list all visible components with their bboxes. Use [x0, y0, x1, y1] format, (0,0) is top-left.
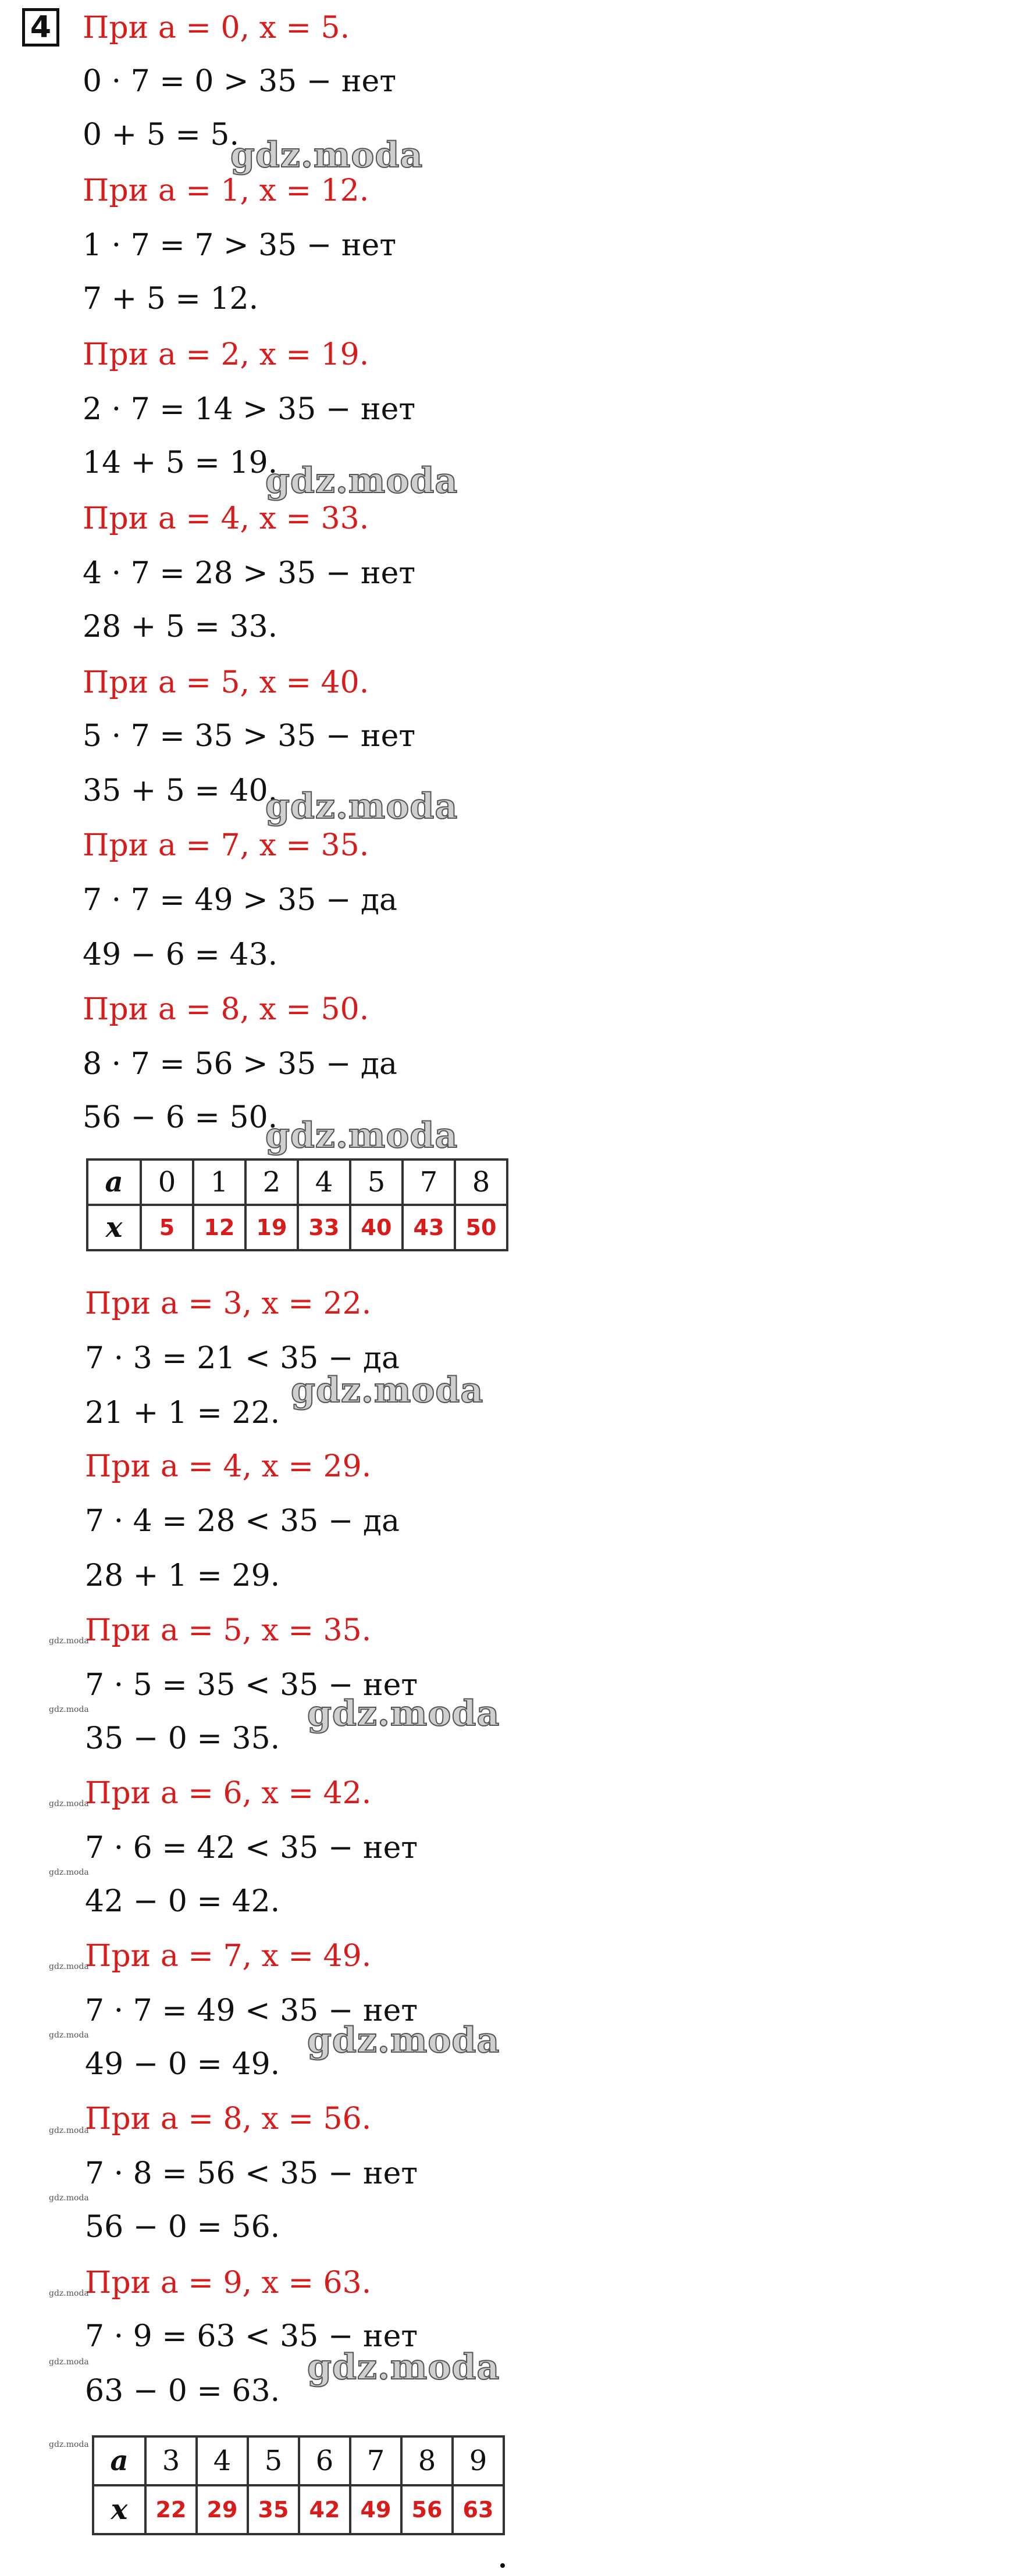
part2-line-3: 21 + 1 = 22. [85, 1396, 280, 1430]
table-cell-x: 22 [145, 2485, 197, 2534]
small-watermark: gdz.moda [49, 2357, 89, 2367]
table-cell-x: 40 [350, 1205, 403, 1250]
table-head-a: a [87, 1159, 141, 1205]
table-cell-a: 4 [197, 2436, 248, 2485]
part2-line-12: 42 − 0 = 42. [85, 1884, 280, 1919]
part2-line-11: 7 · 6 = 42 < 35 − нет [85, 1831, 418, 1865]
values-table-2 [92, 2435, 505, 2535]
part1-line-20: 8 · 7 = 56 > 35 − да [83, 1047, 397, 1082]
part1-line-5: 1 · 7 = 7 > 35 − нет [83, 228, 397, 263]
watermark: gdz.moda [265, 1115, 458, 1156]
watermark: gdz.moda [265, 786, 458, 827]
part1-line-7: При a = 2, x = 19. [83, 337, 369, 372]
table-cell-a: 2 [245, 1159, 298, 1205]
small-watermark: gdz.moda [49, 1705, 89, 1714]
table-row-x [87, 1205, 507, 1250]
part2-line-1: При a = 3, x = 22. [85, 1286, 372, 1321]
table-cell-x: 56 [401, 2485, 453, 2534]
table-cell-x: 43 [403, 1205, 455, 1250]
table-cell-x: 42 [299, 2485, 350, 2534]
watermark: gdz.moda [230, 135, 423, 176]
table-cell-a: 0 [141, 1159, 193, 1205]
table-cell-a: 9 [453, 2436, 504, 2485]
part2-line-14: 7 · 7 = 49 < 35 − нет [85, 1993, 418, 2028]
part1-line-6: 7 + 5 = 12. [83, 281, 259, 316]
small-watermark: gdz.moda [49, 2440, 89, 2449]
part1-line-18: 49 − 6 = 43. [83, 937, 278, 972]
part1-line-2: 0 · 7 = 0 > 35 − нет [83, 64, 397, 99]
table-cell-x: 5 [141, 1205, 193, 1250]
small-watermark: gdz.moda [49, 1962, 89, 1971]
watermark: gdz.moda [265, 461, 458, 501]
part2-line-6: 28 + 1 = 29. [85, 1558, 280, 1593]
part1-line-14: 5 · 7 = 35 > 35 − нет [83, 719, 416, 754]
table-head-x: x [87, 1205, 141, 1250]
task-number-badge: 4 [22, 8, 59, 47]
table-cell-x: 63 [453, 2485, 504, 2534]
part1-line-10: При a = 4, x = 33. [83, 501, 369, 536]
table-cell-a: 3 [145, 2436, 197, 2485]
table-cell-x: 50 [455, 1205, 507, 1250]
table-cell-a: 8 [455, 1159, 507, 1205]
table-cell-a: 8 [401, 2436, 453, 2485]
part2-line-21: 63 − 0 = 63. [85, 2374, 280, 2409]
part2-line-13: При a = 7, x = 49. [85, 1939, 372, 1974]
part2-line-19: При a = 9, x = 63. [85, 2265, 372, 2300]
table-row-x [93, 2485, 504, 2534]
part2-line-15: 49 − 0 = 49. [85, 2047, 280, 2082]
part2-line-2: 7 · 3 = 21 < 35 − да [85, 1341, 400, 1376]
small-watermark: gdz.moda [49, 1636, 89, 1646]
part2-line-9: 35 − 0 = 35. [85, 1721, 280, 1756]
values-table-1 [86, 1158, 508, 1251]
watermark: gdz.moda [307, 2020, 500, 2061]
part1-line-15: 35 + 5 = 40. [83, 773, 278, 808]
part2-line-4: При a = 4, x = 29. [85, 1449, 372, 1484]
table-cell-a: 7 [350, 2436, 401, 2485]
part1-line-13: При a = 5, x = 40. [83, 665, 369, 700]
part2-line-8: 7 · 5 = 35 < 35 − нет [85, 1668, 418, 1703]
small-watermark: gdz.moda [49, 2031, 89, 2040]
table-cell-x: 35 [248, 2485, 299, 2534]
trailing-dot [500, 2563, 505, 2568]
table-head-a: a [93, 2436, 145, 2485]
table-cell-a: 1 [193, 1159, 245, 1205]
part1-line-19: При a = 8, x = 50. [83, 992, 369, 1027]
part1-line-16: При a = 7, x = 35. [83, 828, 369, 863]
small-watermark: gdz.moda [49, 2289, 89, 2298]
table-cell-a: 5 [248, 2436, 299, 2485]
table-cell-x: 29 [197, 2485, 248, 2534]
part2-line-16: При a = 8, x = 56. [85, 2102, 372, 2136]
table-head-x: x [93, 2485, 145, 2534]
watermark: gdz.moda [291, 1370, 484, 1411]
table-cell-x: 49 [350, 2485, 401, 2534]
table-cell-a: 4 [298, 1159, 350, 1205]
part1-line-12: 28 + 5 = 33. [83, 609, 278, 644]
part1-line-9: 14 + 5 = 19. [83, 445, 278, 480]
part1-line-21: 56 − 6 = 50. [83, 1100, 278, 1135]
part2-line-17: 7 · 8 = 56 < 35 − нет [85, 2156, 418, 2191]
table-row-a [93, 2436, 504, 2485]
table-cell-a: 7 [403, 1159, 455, 1205]
part2-line-10: При a = 6, x = 42. [85, 1776, 372, 1811]
table-cell-x: 33 [298, 1205, 350, 1250]
small-watermark: gdz.moda [49, 1868, 89, 1877]
table-cell-a: 6 [299, 2436, 350, 2485]
part1-line-3: 0 + 5 = 5. [83, 117, 240, 152]
small-watermark: gdz.moda [49, 2126, 89, 2135]
part1-line-17: 7 · 7 = 49 > 35 − да [83, 883, 397, 918]
part2-line-7: При a = 5, x = 35. [85, 1613, 372, 1648]
watermark: gdz.moda [307, 1693, 500, 1734]
part1-line-8: 2 · 7 = 14 > 35 − нет [83, 392, 416, 427]
small-watermark: gdz.moda [49, 1799, 89, 1808]
part1-line-11: 4 · 7 = 28 > 35 − нет [83, 556, 416, 591]
table-cell-a: 5 [350, 1159, 403, 1205]
table-cell-x: 12 [193, 1205, 245, 1250]
part2-line-18: 56 − 0 = 56. [85, 2210, 280, 2245]
part2-line-5: 7 · 4 = 28 < 35 − да [85, 1504, 400, 1539]
table-cell-x: 19 [245, 1205, 298, 1250]
part1-line-1: При a = 0, x = 5. [83, 10, 350, 45]
small-watermark: gdz.moda [49, 2193, 89, 2203]
part1-line-4: При a = 1, x = 12. [83, 173, 369, 208]
part2-line-20: 7 · 9 = 63 < 35 − нет [85, 2319, 418, 2354]
table-row-a [87, 1159, 507, 1205]
watermark: gdz.moda [307, 2347, 500, 2388]
